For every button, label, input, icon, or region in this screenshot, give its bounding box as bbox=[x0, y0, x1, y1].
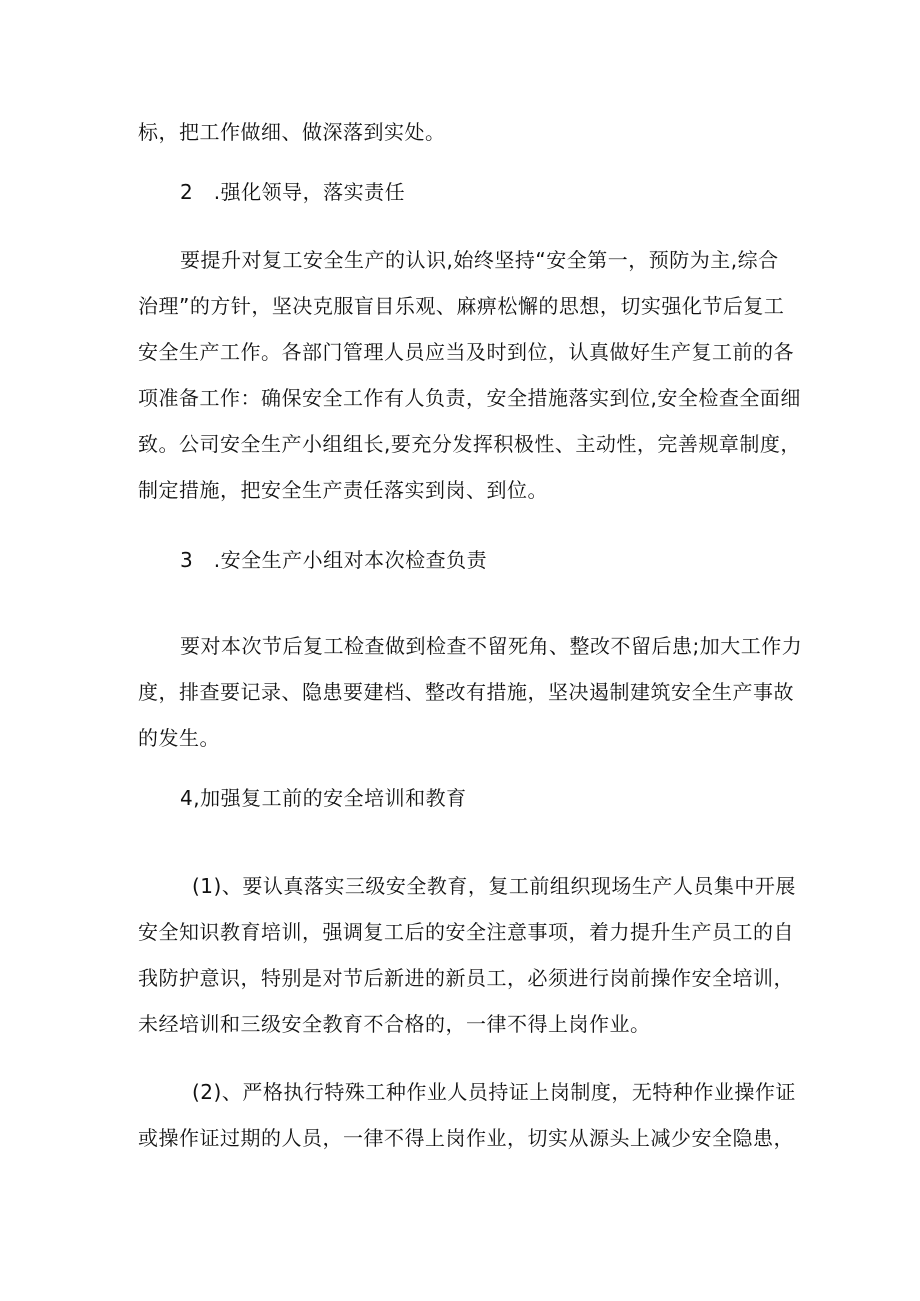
paragraph-line: 致。公司安全生产小组组长,要充分发挥积极性、主动性，完善规章制度， bbox=[138, 432, 801, 456]
paragraph-line: 或操作证过期的人员，一律不得上岗作业，切实从源头上减少安全隐患， bbox=[138, 1126, 794, 1150]
paragraph-line: 项准备工作：确保安全工作有人负责，安全措施落实到位,安全检查全面细 bbox=[138, 386, 801, 410]
paragraph-line: (2)、严格执行特殊工种作业人员持证上岗制度，无特种作业操作证 bbox=[192, 1080, 796, 1104]
paragraph-line: 的发生。 bbox=[138, 726, 220, 750]
paragraph-line: (1)、要认真落实三级安全教育，复工前组织现场生产人员集中开展 bbox=[192, 874, 796, 898]
paragraph-line: 安全知识教育培训，强调复工后的安全注意事项，着力提升生产员工的自 bbox=[138, 920, 794, 944]
paragraph-line: 要对本次节后复工检查做到检查不留死角、整改不留后患;加大工作力 bbox=[180, 634, 803, 658]
paragraph-line: 要提升对复工安全生产的认识,始终坚持“安全第一，预防为主,综合 bbox=[180, 248, 779, 272]
section-heading-4: 4,加强复工前的安全培训和教育 bbox=[180, 786, 467, 810]
paragraph-line: 制定措施，把安全生产责任落实到岗、到位。 bbox=[138, 478, 548, 502]
section-heading-3: 3 .安全生产小组对本次检查负责 bbox=[180, 548, 488, 572]
paragraph-line: 度，排查要记录、隐患要建档、整改有措施，坚决遏制建筑安全生产事故 bbox=[138, 680, 794, 704]
paragraph-line: 治理”的方针，坚决克服盲目乐观、麻痹松懈的思想，切实强化节后复工 bbox=[138, 294, 785, 318]
paragraph-line: 我防护意识，特别是对节后新进的新员工，必须进行岗前操作安全培训， bbox=[138, 966, 794, 990]
paragraph-line: 未经培训和三级安全教育不合格的，一律不得上岗作业。 bbox=[138, 1012, 651, 1036]
paragraph-line: 标，把工作做细、做深落到实处。 bbox=[138, 120, 446, 144]
paragraph-line: 安全生产工作。各部门管理人员应当及时到位，认真做好生产复工前的各 bbox=[138, 340, 794, 364]
section-heading-2: 2 .强化领导，落实责任 bbox=[180, 180, 406, 204]
